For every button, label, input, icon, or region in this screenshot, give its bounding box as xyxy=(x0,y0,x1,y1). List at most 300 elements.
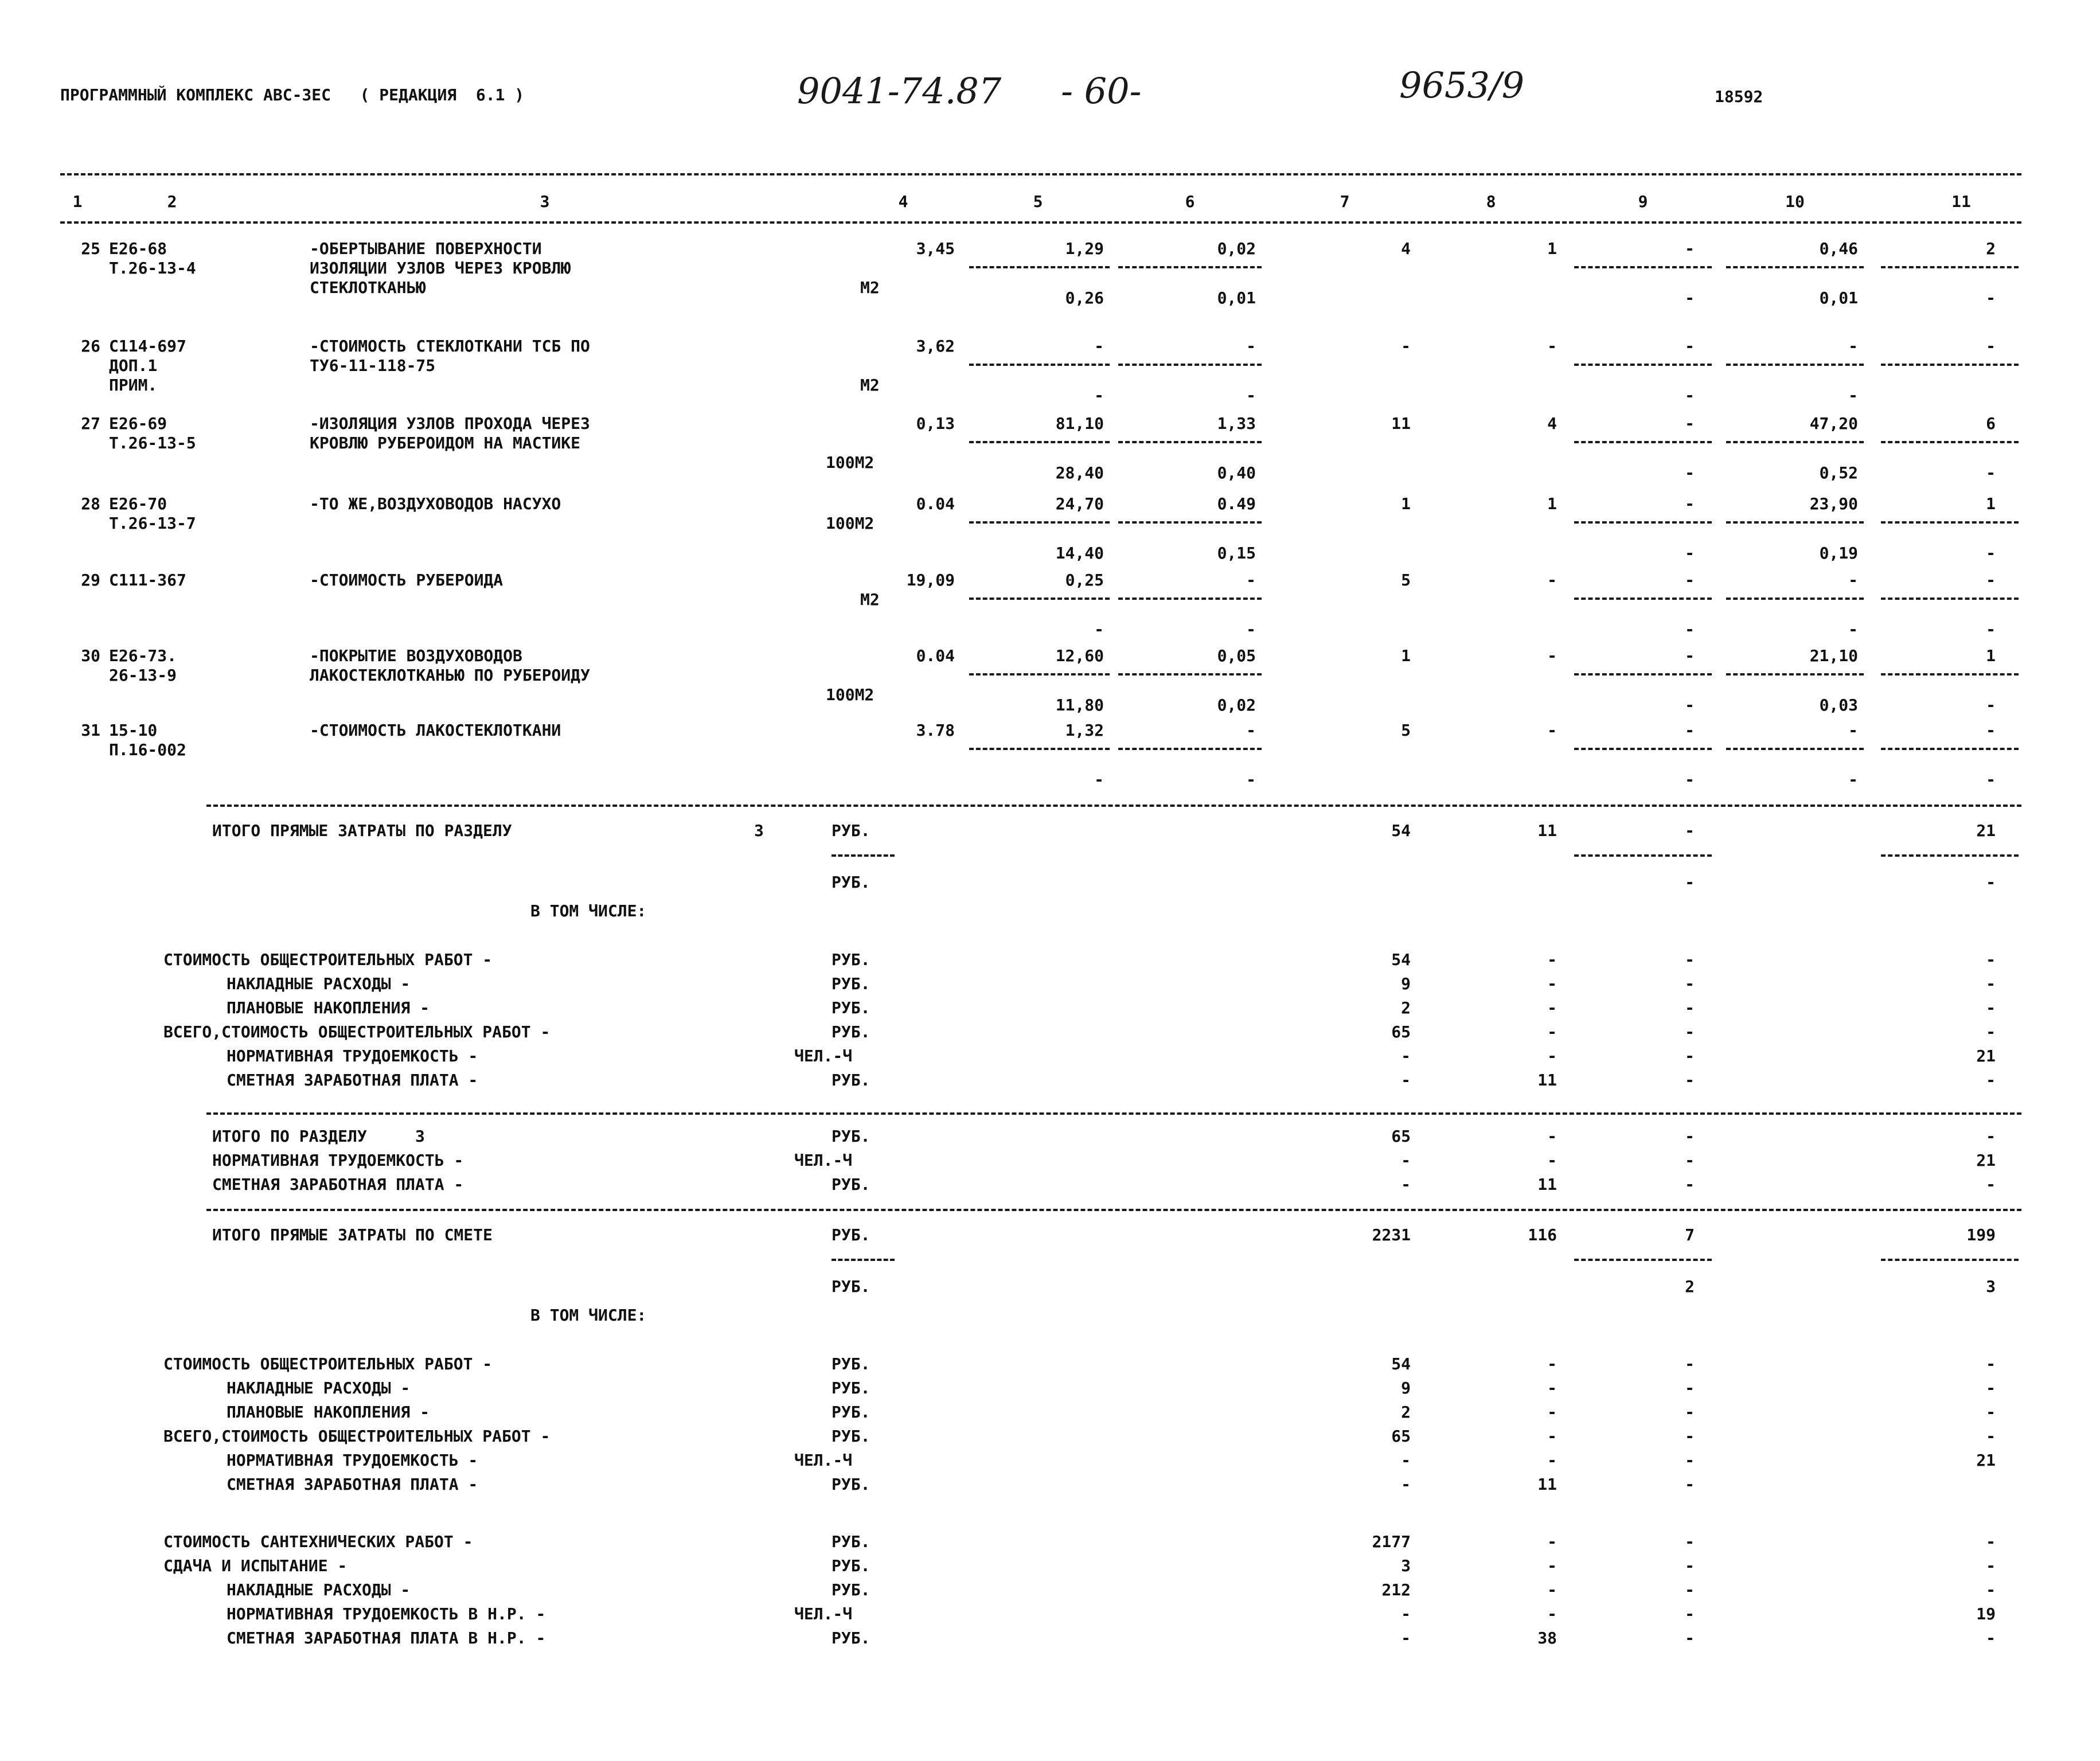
section-total-labor: 21 xyxy=(1976,1151,1996,1170)
total-cost: 5 xyxy=(1401,571,1411,589)
estimate-total-cost: 2231 xyxy=(1372,1225,1411,1244)
cell-separator-c6 xyxy=(1118,364,1262,366)
section-total-cost: 54 xyxy=(1391,821,1411,840)
breakdown-wages: - xyxy=(1547,1532,1557,1551)
breakdown-label: СМЕТНАЯ ЗАРАБОТНАЯ ПЛАТА В Н.Р. - xyxy=(227,1629,546,1647)
machines-wage: - xyxy=(1685,620,1695,639)
breakdown-wages: - xyxy=(1547,998,1557,1017)
cell-separator-c11 xyxy=(1881,266,2019,268)
section-total-cost: - xyxy=(1401,1151,1411,1170)
work-description: ЛАКОСТЕКЛОТКАНЬЮ ПО РУБЕРОИДУ xyxy=(310,666,590,685)
breakdown-unit: РУБ. xyxy=(832,1629,871,1647)
breakdown-cost: 65 xyxy=(1391,1022,1411,1041)
breakdown-unit: РУБ. xyxy=(832,1556,871,1575)
unit-wage-machines: 0,01 xyxy=(1217,288,1256,307)
work-description: -ИЗОЛЯЦИЯ УЗЛОВ ПРОХОДА ЧЕРЕЗ xyxy=(310,414,590,433)
cell-separator-c6 xyxy=(1118,673,1262,675)
section-rule xyxy=(206,805,2021,807)
total-wages: - xyxy=(1547,337,1557,356)
machines-wage: - xyxy=(1685,463,1695,482)
breakdown-wages: - xyxy=(1547,1556,1557,1575)
unit-separator xyxy=(832,854,895,857)
section-total-machines: - xyxy=(1685,1175,1695,1194)
section-total-machines: - xyxy=(1685,1127,1695,1146)
labor-unit-machines: 0,19 xyxy=(1819,544,1858,563)
column-number: 1 xyxy=(72,192,83,211)
breakdown-machines: - xyxy=(1685,1427,1695,1446)
unit-cost-machines: - xyxy=(1246,571,1256,589)
breakdown-labor: - xyxy=(1986,1532,1996,1551)
work-description: -СТОИМОСТЬ СТЕКЛОТКАНИ ТСБ ПО xyxy=(310,337,590,356)
norm-code: Е26-70 xyxy=(109,494,167,513)
including-label: В ТОМ ЧИСЛЕ: xyxy=(530,1306,647,1325)
row-number: 25 xyxy=(81,239,100,258)
unit-wage-machines: - xyxy=(1246,620,1256,639)
unit-rub: РУБ. xyxy=(832,873,871,892)
breakdown-unit: ЧЕЛ.-Ч xyxy=(794,1604,853,1623)
unit-of-measure: 100М2 xyxy=(826,514,875,533)
quantity: 3,45 xyxy=(916,239,955,258)
row-number: 27 xyxy=(81,414,100,433)
total-wages: 1 xyxy=(1547,239,1557,258)
breakdown-wages: - xyxy=(1547,1403,1557,1422)
unit-of-measure: М2 xyxy=(860,278,880,297)
section-total-label: СМЕТНАЯ ЗАРАБОТНАЯ ПЛАТА - xyxy=(212,1175,464,1194)
breakdown-cost: 54 xyxy=(1391,950,1411,969)
section-total-labor: - xyxy=(1986,1175,1996,1194)
breakdown-machines: - xyxy=(1685,1047,1695,1065)
breakdown-machines: - xyxy=(1685,1071,1695,1090)
total-machines: - xyxy=(1685,239,1695,258)
unit-cost: 1,32 xyxy=(1065,721,1104,740)
unit-of-measure: 100М2 xyxy=(826,453,875,472)
total-cost: - xyxy=(1401,337,1411,356)
breakdown-wages: - xyxy=(1547,950,1557,969)
column-number: 10 xyxy=(1785,192,1805,211)
breakdown-machines: - xyxy=(1685,998,1695,1017)
breakdown-label: СМЕТНАЯ ЗАРАБОТНАЯ ПЛАТА - xyxy=(227,1071,478,1090)
breakdown-cost: 2 xyxy=(1401,998,1411,1017)
program-header: ПРОГРАММНЫЙ КОМПЛЕКС АВС-ЗЕС ( РЕДАКЦИЯ 6.1 ) xyxy=(60,85,525,104)
cell-separator-c9 xyxy=(1574,521,1712,524)
labor-unit-machines: 0,03 xyxy=(1819,696,1858,714)
breakdown-wages: - xyxy=(1547,1022,1557,1041)
breakdown-machines: - xyxy=(1685,1354,1695,1373)
header-rule-top xyxy=(60,173,2021,175)
labor-total-machines: - xyxy=(1986,696,1996,714)
breakdown-label: СДАЧА И ИСПЫТАНИЕ - xyxy=(163,1556,348,1575)
total-machines: - xyxy=(1685,721,1695,740)
section-total-cost: 65 xyxy=(1391,1127,1411,1146)
machines-wage: - xyxy=(1685,386,1695,405)
including-label: В ТОМ ЧИСЛЕ: xyxy=(530,901,647,920)
total-machines: - xyxy=(1685,571,1695,589)
norm-code: Е26-73. xyxy=(109,646,177,665)
breakdown-labor: - xyxy=(1986,1427,1996,1446)
unit-rub: РУБ. xyxy=(832,1277,871,1296)
unit-rub: РУБ. xyxy=(832,1225,871,1244)
unit-wage: 14,40 xyxy=(1055,544,1104,563)
cell-separator-c11 xyxy=(1881,1259,2019,1261)
cell-separator-c9 xyxy=(1574,364,1712,366)
breakdown-label: НАКЛАДНЫЕ РАСХОДЫ - xyxy=(227,1580,411,1599)
quantity: 0.04 xyxy=(916,646,955,665)
section-number: 3 xyxy=(754,821,764,840)
unit-cost-machines: 1,33 xyxy=(1217,414,1256,433)
breakdown-wages: - xyxy=(1547,1379,1557,1397)
cell-separator-c5 xyxy=(969,364,1110,366)
unit-cost-machines: 0,02 xyxy=(1217,239,1256,258)
unit-cost-machines: - xyxy=(1246,337,1256,356)
total-wages: 4 xyxy=(1547,414,1557,433)
labor-unit-machines: 0,01 xyxy=(1819,288,1858,307)
document-number: 18592 xyxy=(1715,87,1763,106)
breakdown-machines: - xyxy=(1685,950,1695,969)
cell-separator-c9 xyxy=(1574,673,1712,675)
breakdown-unit: РУБ. xyxy=(832,1379,871,1397)
norm-code: П.16-002 xyxy=(109,740,186,759)
unit-rub: РУБ. xyxy=(832,821,871,840)
unit-cost: - xyxy=(1094,337,1104,356)
labor-unit-machines: 0,52 xyxy=(1819,463,1858,482)
section-total-machines: - xyxy=(1685,821,1695,840)
section-total-wages: - xyxy=(1547,1127,1557,1146)
total-cost: 5 xyxy=(1401,721,1411,740)
cell-separator-c11 xyxy=(1881,521,2019,524)
labor-unit: 21,10 xyxy=(1809,646,1858,665)
cell-separator-c10 xyxy=(1726,364,1864,366)
section-labor-machines: - xyxy=(1986,873,1996,892)
labor-unit: - xyxy=(1848,571,1858,589)
norm-code: Е26-68 xyxy=(109,239,167,258)
unit-of-measure: М2 xyxy=(860,590,880,609)
quantity: 3,62 xyxy=(916,337,955,356)
cell-separator-c10 xyxy=(1726,266,1864,268)
machines-wage: - xyxy=(1685,544,1695,563)
labor-total: - xyxy=(1986,721,1996,740)
breakdown-cost: 2177 xyxy=(1372,1532,1411,1551)
unit-cost-machines: 0,05 xyxy=(1217,646,1256,665)
breakdown-labor: - xyxy=(1986,1354,1996,1373)
cell-separator-c10 xyxy=(1726,441,1864,443)
unit-wage: 0,26 xyxy=(1065,288,1104,307)
breakdown-labor: - xyxy=(1986,1403,1996,1422)
norm-code: С114-697 xyxy=(109,337,186,356)
work-description: СТЕКЛОТКАНЬЮ xyxy=(310,278,426,297)
breakdown-cost: - xyxy=(1401,1475,1411,1494)
unit-of-measure: 100М2 xyxy=(826,685,875,704)
breakdown-cost: 9 xyxy=(1401,974,1411,993)
cell-separator-c6 xyxy=(1118,266,1262,268)
section-total-machines: - xyxy=(1685,1151,1695,1170)
cell-separator-c5 xyxy=(969,266,1110,268)
quantity: 3.78 xyxy=(916,721,955,740)
cell-separator-c11 xyxy=(1881,854,2019,857)
breakdown-label: НАКЛАДНЫЕ РАСХОДЫ - xyxy=(227,974,411,993)
breakdown-cost: - xyxy=(1401,1047,1411,1065)
labor-unit: 47,20 xyxy=(1809,414,1858,433)
breakdown-cost: 2 xyxy=(1401,1403,1411,1422)
total-wages: - xyxy=(1547,646,1557,665)
section-total-unit: РУБ. xyxy=(832,1127,871,1146)
total-cost: 1 xyxy=(1401,494,1411,513)
unit-wage: 28,40 xyxy=(1055,463,1104,482)
unit-wage: - xyxy=(1094,620,1104,639)
estimate-labor-machines: 3 xyxy=(1986,1277,1996,1296)
total-machines: - xyxy=(1685,414,1695,433)
work-description: -СТОИМОСТЬ РУБЕРОИДА xyxy=(310,571,503,589)
cell-separator-c11 xyxy=(1881,364,2019,366)
cell-separator-c11 xyxy=(1881,748,2019,750)
breakdown-wages: - xyxy=(1547,1427,1557,1446)
unit-wage: - xyxy=(1094,770,1104,789)
norm-code: Т.26-13-5 xyxy=(109,434,196,452)
column-number: 7 xyxy=(1340,192,1350,211)
row-number: 31 xyxy=(81,721,100,740)
breakdown-cost: 3 xyxy=(1401,1556,1411,1575)
row-number: 29 xyxy=(81,571,100,589)
labor-total-machines: - xyxy=(1986,288,1996,307)
breakdown-label: НОРМАТИВНАЯ ТРУДОЕМКОСТЬ В Н.Р. - xyxy=(227,1604,546,1623)
total-wages: - xyxy=(1547,571,1557,589)
labor-unit: - xyxy=(1848,721,1858,740)
cell-separator-c11 xyxy=(1881,441,2019,443)
estimate-direct-costs-label: ИТОГО ПРЯМЫЕ ЗАТРАТЫ ПО СМЕТЕ xyxy=(212,1225,493,1244)
breakdown-cost: 212 xyxy=(1381,1580,1411,1599)
unit-wage: 11,80 xyxy=(1055,696,1104,714)
breakdown-label: СТОИМОСТЬ ОБЩЕСТРОИТЕЛЬНЫХ РАБОТ - xyxy=(163,950,493,969)
work-description: ТУ6-11-118-75 xyxy=(310,356,436,375)
breakdown-wages: 38 xyxy=(1537,1629,1557,1647)
cell-separator-c6 xyxy=(1118,441,1262,443)
breakdown-unit: РУБ. xyxy=(832,1354,871,1373)
total-machines: - xyxy=(1685,337,1695,356)
norm-code: Е26-69 xyxy=(109,414,167,433)
section-total-labor: - xyxy=(1986,1127,1996,1146)
breakdown-label: ПЛАНОВЫЕ НАКОПЛЕНИЯ - xyxy=(227,1403,430,1422)
breakdown-unit: РУБ. xyxy=(832,1580,871,1599)
labor-total-machines: - xyxy=(1986,770,1996,789)
breakdown-cost: - xyxy=(1401,1629,1411,1647)
machines-wage: - xyxy=(1685,288,1695,307)
breakdown-labor: - xyxy=(1986,1022,1996,1041)
breakdown-unit: РУБ. xyxy=(832,1403,871,1422)
labor-total: 6 xyxy=(1986,414,1996,433)
breakdown-unit: РУБ. xyxy=(832,1071,871,1090)
row-number: 26 xyxy=(81,337,100,356)
cell-separator-c10 xyxy=(1726,598,1864,600)
column-number: 11 xyxy=(1951,192,1971,211)
cell-separator-c11 xyxy=(1881,598,2019,600)
unit-wage: - xyxy=(1094,386,1104,405)
breakdown-machines: - xyxy=(1685,1629,1695,1647)
column-number: 2 xyxy=(167,192,177,211)
breakdown-labor: - xyxy=(1986,1629,1996,1647)
unit-cost: 12,60 xyxy=(1055,646,1104,665)
norm-code: 26-13-9 xyxy=(109,666,177,685)
breakdown-labor: - xyxy=(1986,998,1996,1017)
breakdown-label: ВСЕГО,СТОИМОСТЬ ОБЩЕСТРОИТЕЛЬНЫХ РАБОТ - xyxy=(163,1427,551,1446)
cell-separator-c5 xyxy=(969,673,1110,675)
breakdown-unit: РУБ. xyxy=(832,1427,871,1446)
section-total-wages: 11 xyxy=(1537,821,1557,840)
total-cost: 11 xyxy=(1391,414,1411,433)
unit-wage-machines: 0,15 xyxy=(1217,544,1256,563)
quantity: 0.04 xyxy=(916,494,955,513)
labor-total-machines: - xyxy=(1986,463,1996,482)
labor-unit-machines: - xyxy=(1848,386,1858,405)
estimate-machines-wage: 2 xyxy=(1685,1277,1695,1296)
unit-wage-machines: - xyxy=(1246,386,1256,405)
column-number: 6 xyxy=(1185,192,1195,211)
row-number: 28 xyxy=(81,494,100,513)
norm-code: Т.26-13-4 xyxy=(109,259,196,278)
total-cost: 1 xyxy=(1401,646,1411,665)
norm-code: 15-10 xyxy=(109,721,158,740)
breakdown-labor: - xyxy=(1986,950,1996,969)
handwritten-page-number: - 60- xyxy=(1061,70,1142,112)
machines-wage: - xyxy=(1685,770,1695,789)
unit-of-measure: М2 xyxy=(860,376,880,395)
unit-separator xyxy=(832,1259,895,1261)
cell-separator-c5 xyxy=(969,598,1110,600)
estimate-total-wages: 116 xyxy=(1528,1225,1557,1244)
work-description: -ТО ЖЕ,ВОЗДУХОВОДОВ НАСУХО xyxy=(310,494,561,513)
cell-separator-c9 xyxy=(1574,748,1712,750)
breakdown-machines: - xyxy=(1685,1580,1695,1599)
section-total-cost: - xyxy=(1401,1175,1411,1194)
breakdown-machines: - xyxy=(1685,1022,1695,1041)
cell-separator-c9 xyxy=(1574,1259,1712,1261)
column-number: 4 xyxy=(898,192,908,211)
breakdown-unit: РУБ. xyxy=(832,950,871,969)
cell-separator-c10 xyxy=(1726,748,1864,750)
breakdown-wages: - xyxy=(1547,974,1557,993)
labor-unit: 0,46 xyxy=(1819,239,1858,258)
breakdown-wages: 11 xyxy=(1537,1475,1557,1494)
breakdown-unit: ЧЕЛ.-Ч xyxy=(794,1451,853,1470)
estimate-total-machines: 7 xyxy=(1685,1225,1695,1244)
unit-cost: 24,70 xyxy=(1055,494,1104,513)
breakdown-machines: - xyxy=(1685,1604,1695,1623)
breakdown-wages: - xyxy=(1547,1047,1557,1065)
breakdown-label: НОРМАТИВНАЯ ТРУДОЕМКОСТЬ - xyxy=(227,1451,478,1470)
column-number: 5 xyxy=(1033,192,1043,211)
quantity: 0,13 xyxy=(916,414,955,433)
breakdown-label: НОРМАТИВНАЯ ТРУДОЕМКОСТЬ - xyxy=(227,1047,478,1065)
work-description: КРОВЛЮ РУБЕРОИДОМ НА МАСТИКЕ xyxy=(310,434,581,452)
breakdown-wages: - xyxy=(1547,1604,1557,1623)
breakdown-label: ВСЕГО,СТОИМОСТЬ ОБЩЕСТРОИТЕЛЬНЫХ РАБОТ - xyxy=(163,1022,551,1041)
header-rule-bottom xyxy=(60,221,2021,224)
breakdown-label: СТОИМОСТЬ ОБЩЕСТРОИТЕЛЬНЫХ РАБОТ - xyxy=(163,1354,493,1373)
section-total-unit: ЧЕЛ.-Ч xyxy=(794,1151,853,1170)
unit-wage-machines: 0,40 xyxy=(1217,463,1256,482)
breakdown-wages: - xyxy=(1547,1451,1557,1470)
cell-separator-c6 xyxy=(1118,598,1262,600)
breakdown-machines: - xyxy=(1685,1475,1695,1494)
breakdown-machines: - xyxy=(1685,1556,1695,1575)
machines-wage: - xyxy=(1685,696,1695,714)
breakdown-labor: - xyxy=(1986,1071,1996,1090)
labor-total: 1 xyxy=(1986,494,1996,513)
unit-cost: 0,25 xyxy=(1065,571,1104,589)
section-total-wages: 11 xyxy=(1537,1175,1557,1194)
quantity: 19,09 xyxy=(906,571,955,589)
unit-cost-machines: 0.49 xyxy=(1217,494,1256,513)
breakdown-unit: РУБ. xyxy=(832,998,871,1017)
breakdown-label: ПЛАНОВЫЕ НАКОПЛЕНИЯ - xyxy=(227,998,430,1017)
estimate-total-labor: 199 xyxy=(1966,1225,1996,1244)
cell-separator-c6 xyxy=(1118,748,1262,750)
breakdown-labor: 19 xyxy=(1976,1604,1996,1623)
breakdown-machines: - xyxy=(1685,974,1695,993)
norm-code: ПРИМ. xyxy=(109,376,158,395)
breakdown-unit: РУБ. xyxy=(832,1532,871,1551)
breakdown-cost: - xyxy=(1401,1604,1411,1623)
norm-code: ДОП.1 xyxy=(109,356,158,375)
cell-separator-c5 xyxy=(969,521,1110,524)
breakdown-cost: 65 xyxy=(1391,1427,1411,1446)
unit-cost-machines: - xyxy=(1246,721,1256,740)
norm-code: С111-367 xyxy=(109,571,186,589)
section-total-label: ИТОГО ПО РАЗДЕЛУ 3 xyxy=(212,1127,425,1146)
breakdown-unit: РУБ. xyxy=(832,1022,871,1041)
labor-total: - xyxy=(1986,337,1996,356)
labor-total-machines: - xyxy=(1986,544,1996,563)
breakdown-wages: - xyxy=(1547,1354,1557,1373)
total-cost: 4 xyxy=(1401,239,1411,258)
breakdown-label: СМЕТНАЯ ЗАРАБОТНАЯ ПЛАТА - xyxy=(227,1475,478,1494)
labor-unit-machines: - xyxy=(1848,770,1858,789)
section-total-unit: РУБ. xyxy=(832,1175,871,1194)
unit-cost: 1,29 xyxy=(1065,239,1104,258)
cell-separator-c10 xyxy=(1726,673,1864,675)
breakdown-wages: 11 xyxy=(1537,1071,1557,1090)
breakdown-wages: - xyxy=(1547,1580,1557,1599)
work-description: -СТОИМОСТЬ ЛАКОСТЕКЛОТКАНИ xyxy=(310,721,561,740)
breakdown-labor: - xyxy=(1986,1556,1996,1575)
estimate-rule xyxy=(206,1209,2021,1211)
breakdown-cost: 9 xyxy=(1401,1379,1411,1397)
breakdown-labor: 21 xyxy=(1976,1047,1996,1065)
breakdown-machines: - xyxy=(1685,1379,1695,1397)
breakdown-machines: - xyxy=(1685,1403,1695,1422)
cell-separator-c9 xyxy=(1574,854,1712,857)
labor-total: - xyxy=(1986,571,1996,589)
total-wages: - xyxy=(1547,721,1557,740)
labor-unit-machines: - xyxy=(1848,620,1858,639)
cell-separator-c6 xyxy=(1118,521,1262,524)
row-number: 30 xyxy=(81,646,100,665)
labor-unit: 23,90 xyxy=(1809,494,1858,513)
breakdown-label: НАКЛАДНЫЕ РАСХОДЫ - xyxy=(227,1379,411,1397)
section-direct-costs-label: ИТОГО ПРЯМЫЕ ЗАТРАТЫ ПО РАЗДЕЛУ xyxy=(212,821,512,840)
section-total-wages: - xyxy=(1547,1151,1557,1170)
work-description: -ПОКРЫТИЕ ВОЗДУХОВОДОВ xyxy=(310,646,522,665)
cell-separator-c9 xyxy=(1574,598,1712,600)
breakdown-labor: - xyxy=(1986,1379,1996,1397)
breakdown-cost: - xyxy=(1401,1451,1411,1470)
total-machines: - xyxy=(1685,646,1695,665)
handwritten-code: 9041-74.87 xyxy=(797,70,1002,112)
column-number: 9 xyxy=(1638,192,1648,211)
breakdown-cost: 54 xyxy=(1391,1354,1411,1373)
cell-separator-c11 xyxy=(1881,673,2019,675)
section-total-rule xyxy=(206,1112,2021,1115)
section-total-labor: 21 xyxy=(1976,821,1996,840)
column-number: 8 xyxy=(1486,192,1496,211)
